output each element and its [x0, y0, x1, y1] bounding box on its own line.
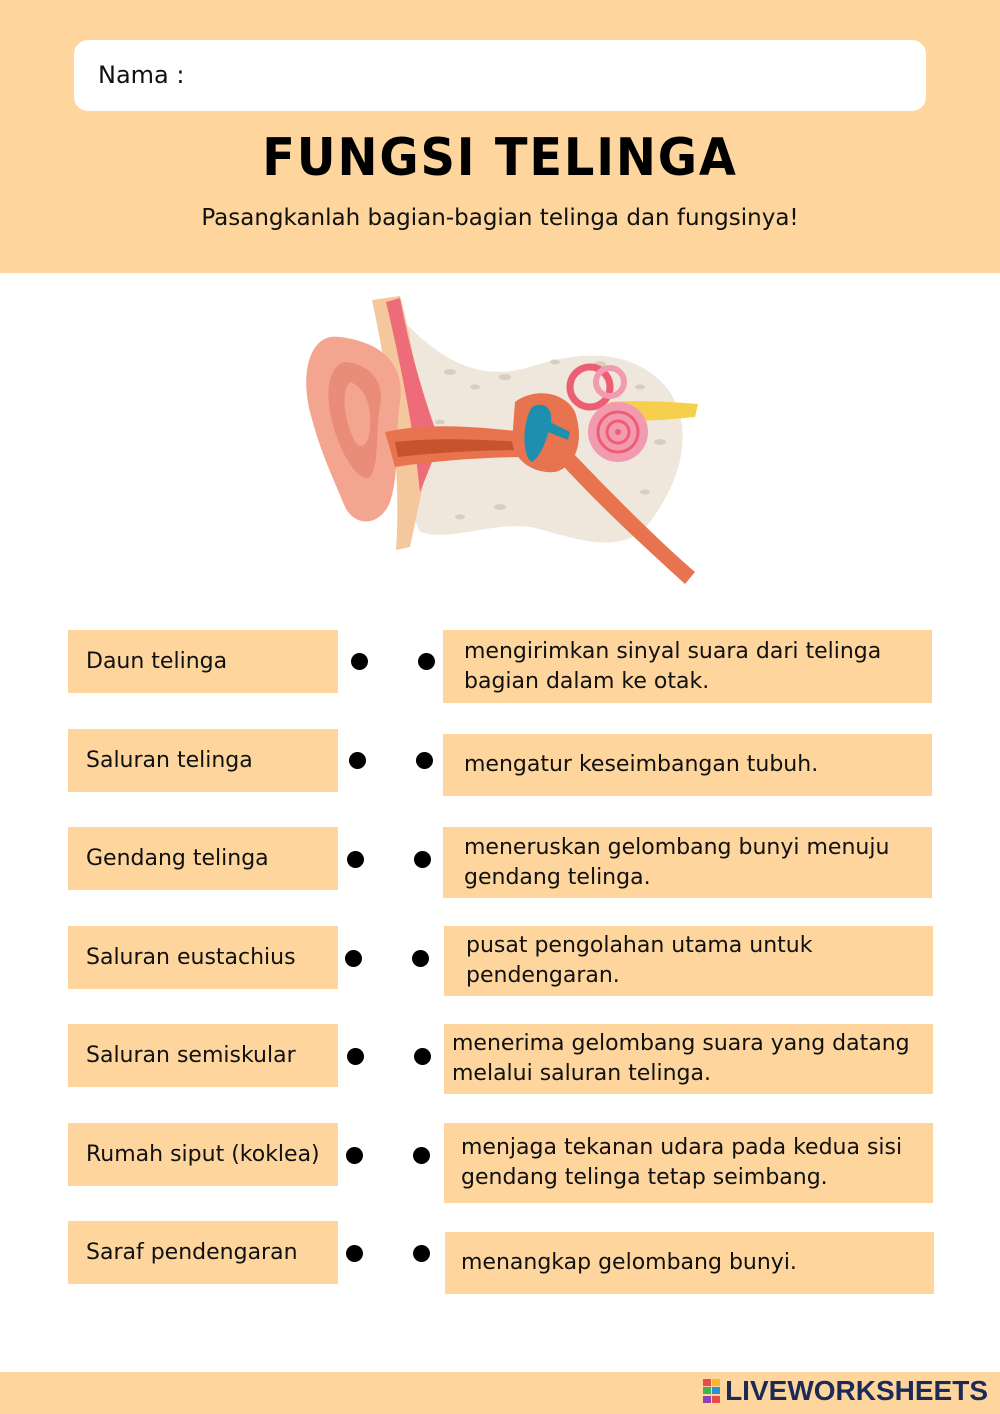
left-item-gendang-telinga[interactable]: Gendang telinga — [68, 827, 338, 890]
left-dot[interactable] — [347, 851, 364, 868]
name-label: Nama : — [98, 61, 185, 89]
right-dot[interactable] — [416, 752, 433, 769]
instructions: Pasangkanlah bagian-bagian telinga dan fungsinya! — [201, 205, 799, 231]
left-dot[interactable] — [351, 653, 368, 670]
brand-name: LIVEWORKSHEETS — [725, 1375, 988, 1406]
right-item-1[interactable]: mengirimkan sinyal suara dari telinga bagian dalam ke otak. — [443, 630, 932, 703]
right-dot[interactable] — [414, 1048, 431, 1065]
left-item-daun-telinga[interactable]: Daun telinga — [68, 630, 338, 693]
left-dot[interactable] — [346, 1245, 363, 1262]
left-item-saraf-pendengaran[interactable]: Saraf pendengaran — [68, 1221, 338, 1284]
page-title: FUNGSI TELINGA — [262, 128, 738, 188]
left-dot[interactable] — [349, 752, 366, 769]
right-item-5[interactable]: menerima gelombang suara yang datang melalui saluran telinga. — [444, 1024, 933, 1094]
right-dot[interactable] — [414, 851, 431, 868]
liveworksheets-logo-icon — [703, 1379, 721, 1403]
right-item-2[interactable]: mengatur keseimbangan tubuh. — [443, 734, 932, 796]
right-dot[interactable] — [412, 950, 429, 967]
right-dot[interactable] — [418, 653, 435, 670]
right-dot[interactable] — [413, 1245, 430, 1262]
ear-anatomy-illustration — [300, 292, 702, 588]
right-item-3[interactable]: meneruskan gelombang bunyi menuju gendang telinga. — [443, 827, 932, 898]
name-field[interactable] — [74, 40, 926, 111]
right-item-4[interactable]: pusat pengolahan utama untuk pendengaran. — [444, 926, 933, 996]
left-item-saluran-telinga[interactable]: Saluran telinga — [68, 729, 338, 792]
right-dot[interactable] — [413, 1147, 430, 1164]
liveworksheets-logo[interactable] — [703, 1372, 988, 1410]
right-item-6[interactable]: menjaga tekanan udara pada kedua sisi gendang telinga tetap seimbang. — [444, 1123, 933, 1203]
left-dot[interactable] — [347, 1048, 364, 1065]
right-item-7[interactable]: menangkap gelombang bunyi. — [445, 1232, 934, 1294]
left-dot[interactable] — [345, 950, 362, 967]
left-item-saluran-eustachius[interactable]: Saluran eustachius — [68, 926, 338, 989]
left-item-rumah-siput[interactable]: Rumah siput (koklea) — [68, 1123, 338, 1186]
left-item-saluran-semiskular[interactable]: Saluran semiskular — [68, 1024, 338, 1087]
left-dot[interactable] — [346, 1147, 363, 1164]
